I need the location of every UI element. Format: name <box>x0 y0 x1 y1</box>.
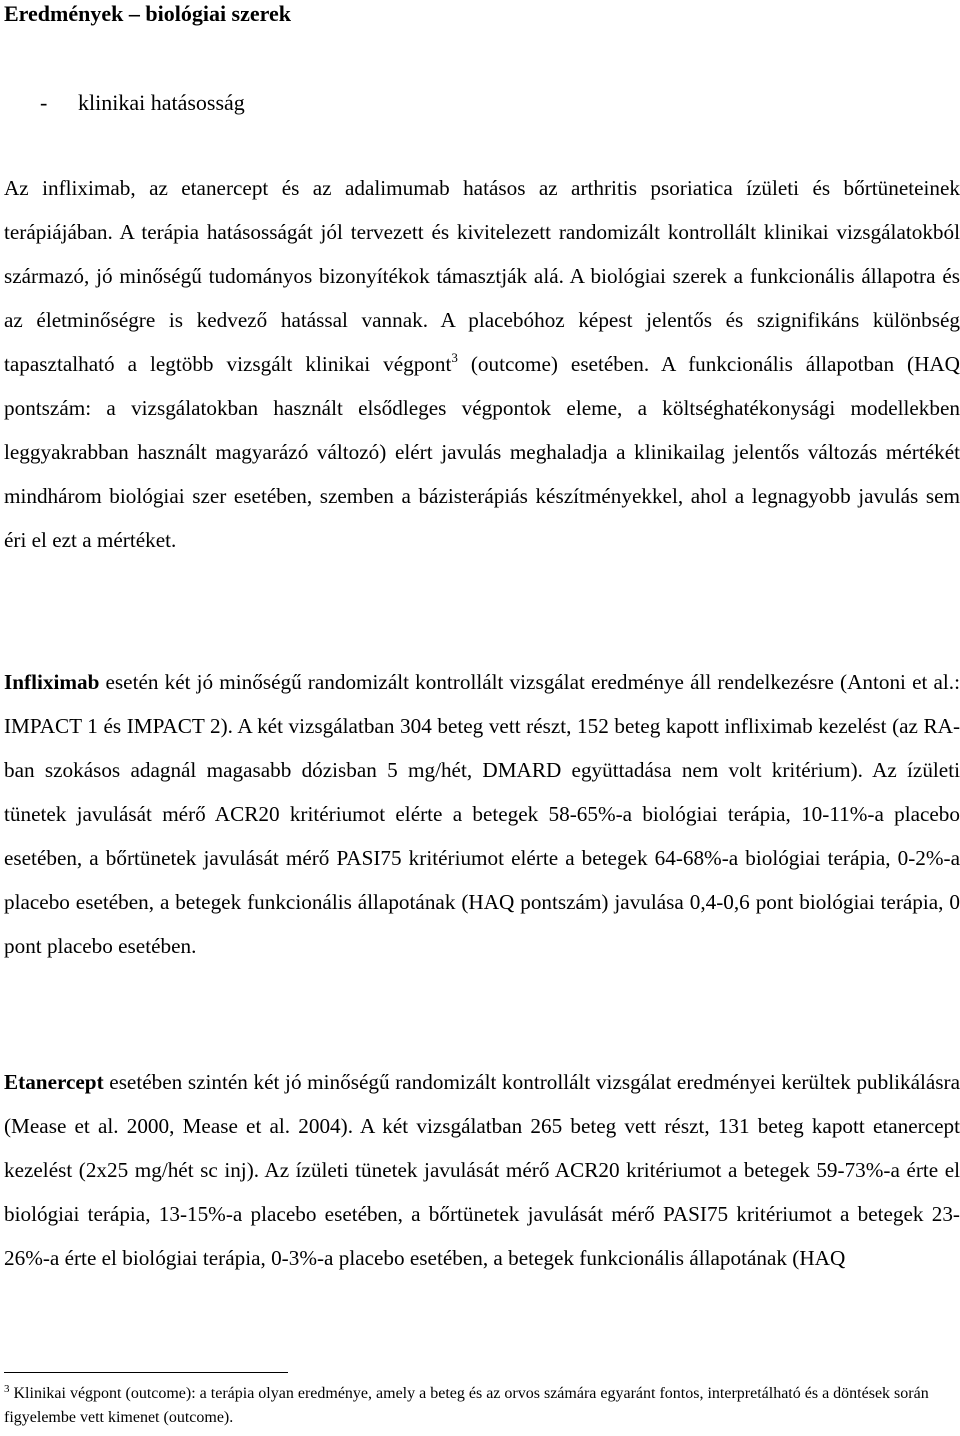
paragraph-etanercept <box>4 1060 960 1280</box>
paragraph-infliximab <box>4 660 960 968</box>
footnote-number: 3 <box>4 1383 10 1395</box>
paragraph-summary-text-b: (outcome) esetében. A funkcionális állapotban (HAQ pontszám: a vizsgálatokban használt elsődleges végpontok eleme, a költséghatékonysági modellekben leggyakrabban használt magyarázó változó) elért javulás meghaladja a klinikailag jelentős változás mértékét mindhárom biológiai szer esetében, szemben a bázisterápiás készítményekkel, ahol a legnagyobb javulás sem éri el ezt a mértéket. <box>4 352 960 552</box>
paragraph-summary-text-a: Az infliximab, az etanercept és az adalimumab hatásos az arthritis psoriatica ízületi és bőrtüneteinek terápiájában. A terápia hatásosságát jól tervezett és kivitelezett randomizált kontrollált klinikai vizsgálatokból származó, jó minőségű tudományos bizonyítékok támasztják alá. A biológiai szerek a funkcionális állapotra és az életminőségre is kedvező hatással vannak. A placebóhoz képest jelentős és szignifikáns különbség tapasztalható a legtöbb vizsgált klinikai végpont <box>4 176 960 376</box>
footnote <box>4 1382 960 1430</box>
subheading <box>40 88 245 118</box>
etanercept-term: Etanercept <box>4 1070 104 1094</box>
section-heading: Eredmények – biológiai szerek <box>4 1 292 26</box>
subheading-text: klinikai hatásosság <box>78 90 245 115</box>
list-dash: - <box>40 90 48 115</box>
footnote-reference[interactable]: 3 <box>451 350 458 365</box>
paragraph-infliximab-text: esetén két jó minőségű randomizált kontrollált vizsgálat eredménye áll rendelkezésre (Antoni et al.: IMPACT 1 és IMPACT 2). A két vizsgálatban 304 beteg vett részt, 152 beteg kapott infliximab kezelést (az RA-ban szokásos adagnál magasabb dózisban 5 mg/hét, DMARD együttadása nem volt kritérium). Az ízületi tünetek javulását mérő ACR20 kritériumot elérte a betegek 58-65%-a biológiai terápia, 10-11%-a placebo esetében, a bőrtünetek javulását mérő PASI75 kritériumot elérte a betegek 64-68%-a biológiai terápia, 0-2%-a placebo esetében, a betegek funkcionális állapotának (HAQ pontszám) javulása 0,4-0,6 pont biológiai terápia, 0 pont placebo esetében. <box>4 670 960 958</box>
footnote-text: Klinikai végpont (outcome): a terápia olyan eredménye, amely a beteg és az orvos számára egyaránt fontos, interpretálható és a döntések során figyelembe vett kimenet (outcome). <box>4 1385 929 1426</box>
paragraph-summary <box>4 166 960 562</box>
footnote-divider <box>4 1372 288 1373</box>
infliximab-term: Infliximab <box>4 670 100 694</box>
paragraph-etanercept-text: esetében szintén két jó minőségű randomizált kontrollált vizsgálat eredményei kerültek publikálásra (Mease et al. 2000, Mease et al. 2004). A két vizsgálatban 265 beteg vett részt, 131 beteg kapott etanercept kezelést (2x25 mg/hét sc inj). Az ízületi tünetek javulását mérő ACR20 kritériumot a betegek 59-73%-a érte el biológiai terápia, 13-15%-a placebo esetében, a bőrtünetek javulását mérő PASI75 kritériumot a betegek 23-26%-a érte el biológiai terápia, 0-3%-a placebo esetében, a betegek funkcionális állapotának (HAQ <box>4 1070 960 1270</box>
